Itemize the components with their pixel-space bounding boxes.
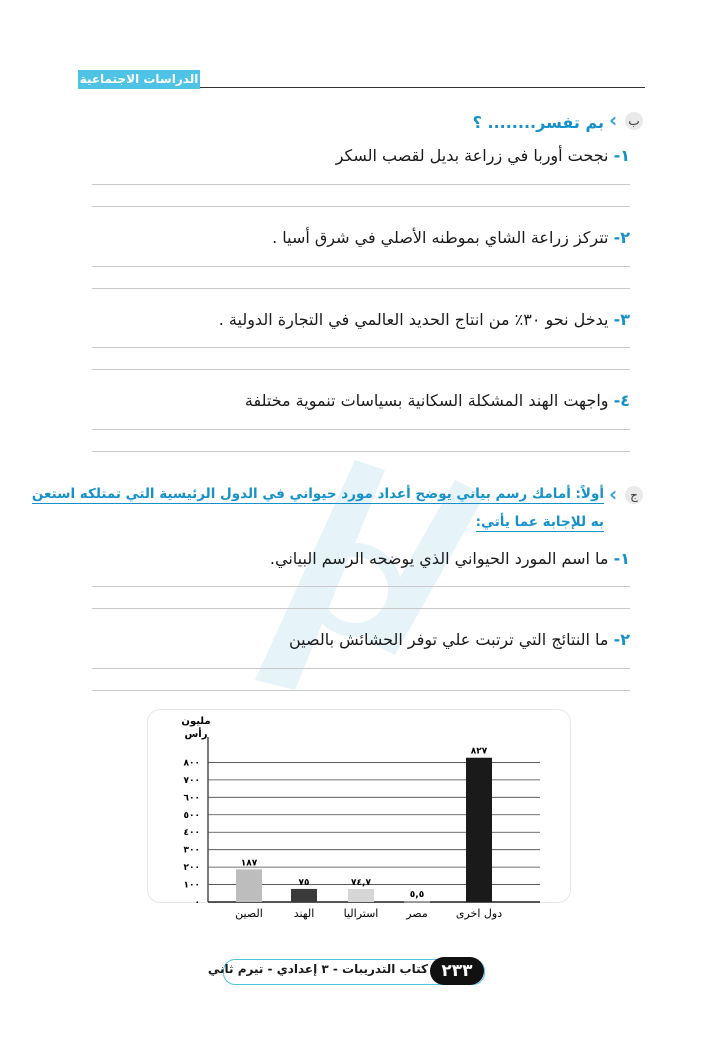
- question-text: واجهت الهند المشكلة السكانية بسياسات تنموية مختلفة: [244, 391, 609, 410]
- subject-label: الدراسات الاجتماعية: [79, 72, 199, 86]
- x-category-label: استراليا: [343, 907, 379, 920]
- question-number: ٤-: [613, 391, 630, 410]
- x-category-label: دول اخرى: [455, 907, 503, 920]
- bar-2: [291, 889, 317, 902]
- page-number: ٢٣٣: [430, 957, 484, 985]
- section-c-intro-line2: به للإجابة عما يأتي:: [475, 514, 604, 530]
- y-tick-label: ٠: [194, 898, 200, 908]
- y-tick-label: ٣٠٠: [183, 845, 200, 856]
- question-number: ٢-: [613, 630, 630, 649]
- y-axis-label-line1: مليون: [181, 716, 211, 727]
- bar-value-label: ١٨٧: [240, 858, 258, 869]
- question-text: ما النتائج التي ترتبت علي توفر الحشائش بالصين: [288, 630, 609, 649]
- y-tick-label: ٤٠٠: [183, 828, 200, 839]
- chevron-left-icon: ‹: [609, 482, 618, 506]
- question-number: ١-: [613, 146, 630, 165]
- section-c-letter: ج: [630, 488, 638, 502]
- footer-book-title: كتاب التدريبات - ٣ إعدادي - تيرم ثاني: [207, 962, 428, 976]
- x-category-label: مصر: [406, 907, 428, 920]
- x-category-label: الصين: [235, 907, 263, 920]
- y-tick-label: ٨٠٠: [183, 758, 200, 769]
- x-category-label: الهند: [293, 907, 315, 920]
- bar-value-label: ٧٤,٧: [351, 877, 371, 888]
- bar-5: [466, 758, 492, 902]
- bar-value-label: ٧٥: [298, 877, 310, 888]
- y-tick-label: ١٠٠: [183, 880, 200, 891]
- bar-value-label: ٥,٥: [409, 890, 425, 901]
- bar-1: [236, 869, 262, 902]
- section-b-title: بم تفسر........ ؟: [472, 113, 604, 132]
- bar-3: [348, 889, 374, 902]
- y-axis-label-line2: رأس: [184, 729, 208, 740]
- question-number: ١-: [613, 549, 630, 568]
- question-number: ٣-: [613, 310, 630, 329]
- y-tick-label: ٢٠٠: [183, 863, 200, 874]
- question-text: ما اسم المورد الحيواني الذي يوضحه الرسم البياني.: [269, 549, 609, 568]
- y-tick-label: ٥٠٠: [183, 810, 200, 821]
- y-tick-label: ٧٠٠: [183, 775, 200, 786]
- question-number: ٢-: [613, 228, 630, 247]
- bar-4: [404, 901, 430, 903]
- chevron-left-icon: ‹: [609, 108, 618, 132]
- question-text: تتركز زراعة الشاي بموطنه الأصلي في شرق أسيا .: [272, 228, 609, 247]
- bar-value-label: ٨٢٧: [470, 746, 488, 757]
- question-text: نجحت أوربا في زراعة بديل لقصب السكر: [335, 146, 609, 165]
- section-c-intro-line1: أولاً: أمامك رسم بياني يوضح أعداد مورد حيواني في الدول الرئيسية التي تمتلكه استعن: [31, 486, 604, 502]
- y-tick-label: ٦٠٠: [183, 793, 200, 804]
- question-text: يدخل نحو ٣٠٪ من انتاج الحديد العالمي في التجارة الدولية .: [218, 310, 609, 329]
- section-b-letter: ب: [628, 114, 640, 128]
